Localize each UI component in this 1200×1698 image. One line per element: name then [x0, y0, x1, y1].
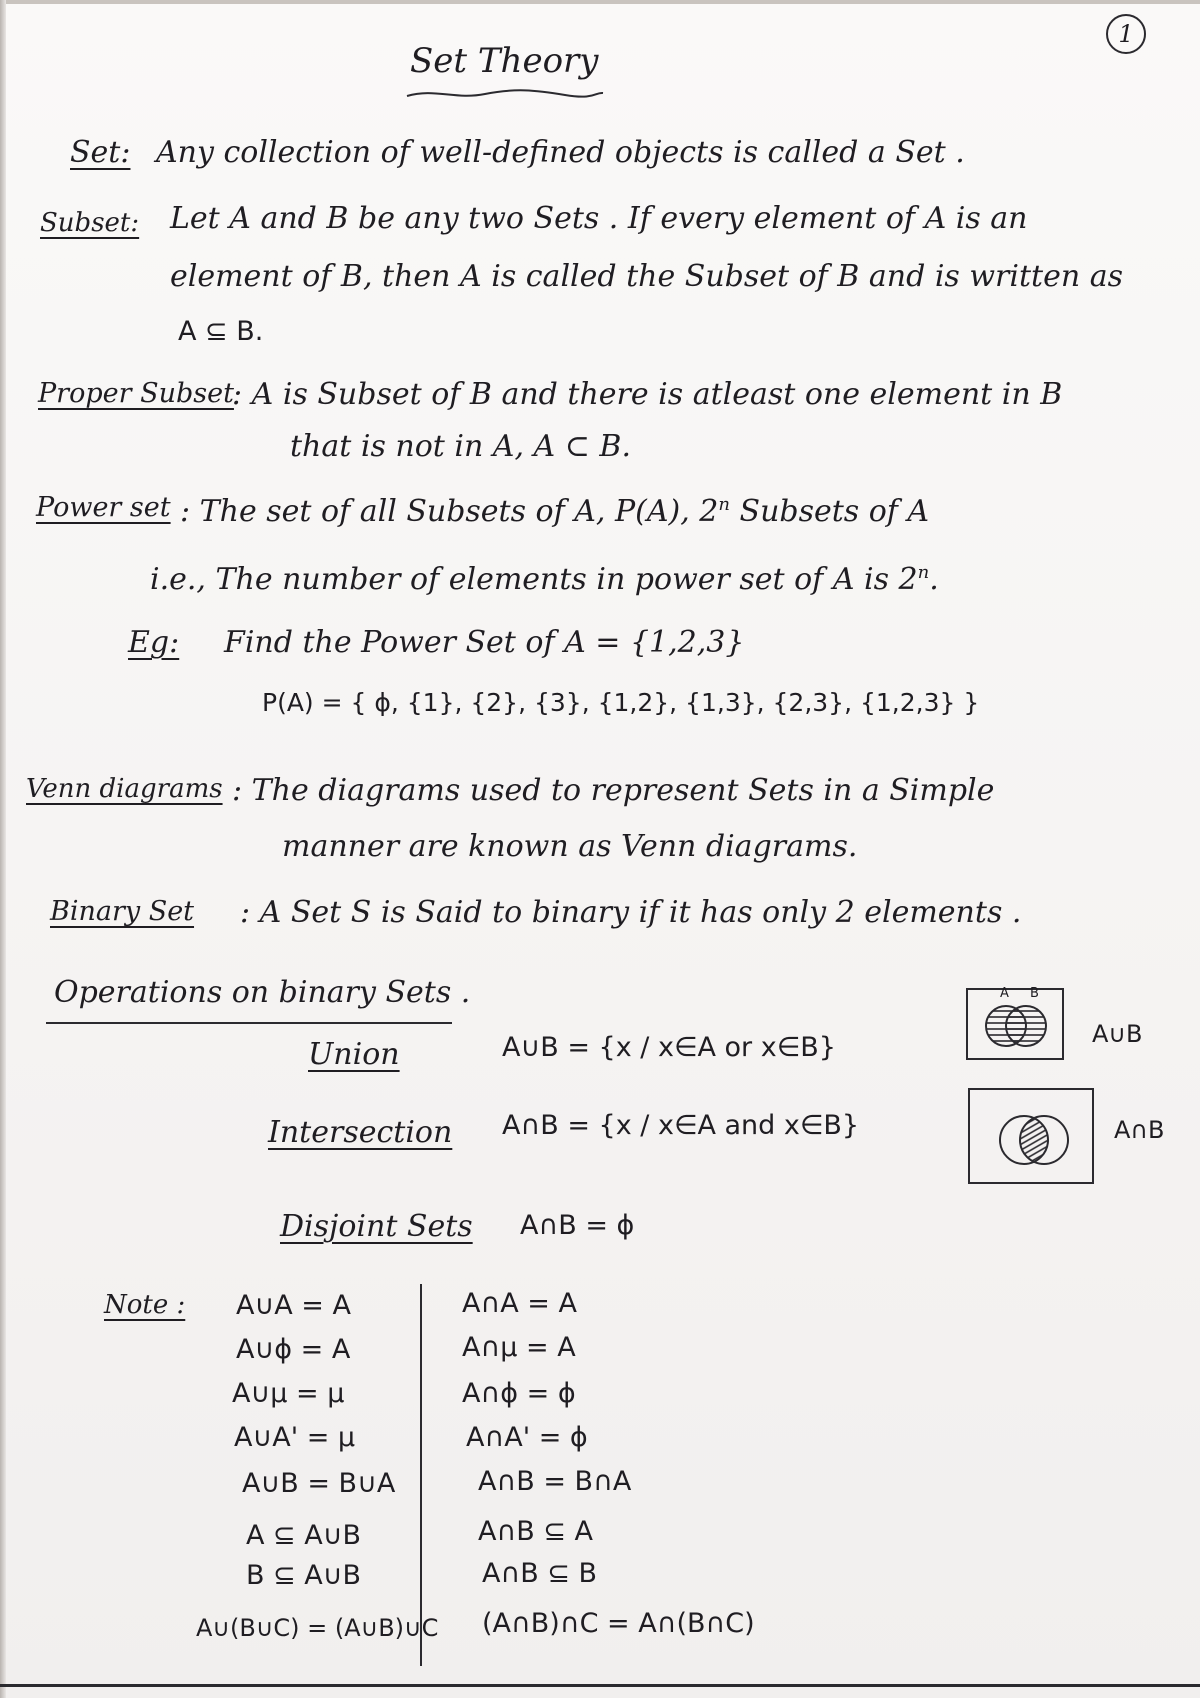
set-definition: Any collection of well-defined objects is called a Set .: [156, 135, 965, 170]
intersection-formula: A∩B = {x / x∈A and x∈B}: [502, 1110, 860, 1141]
note-right-6: A∩B ⊆ A: [478, 1516, 594, 1547]
subset-term: Subset:: [40, 208, 140, 238]
note-left-1: A∪A = A: [236, 1290, 351, 1321]
venn-line-2: manner are known as Venn diagrams.: [282, 829, 858, 864]
note-right-2: A∩μ = A: [462, 1332, 576, 1363]
note-left-6: A ⊆ A∪B: [246, 1520, 362, 1551]
proper-subset-line-2: that is not in A, A ⊂ B.: [290, 429, 632, 464]
note-left-5: A∪B = B∪A: [242, 1468, 396, 1499]
note-left-7: B ⊆ A∪B: [246, 1560, 362, 1591]
union-venn-icon: [968, 990, 1062, 1058]
power-set-line-2a: i.e., The number of elements in power set of A is 2: [150, 562, 918, 597]
power-set-line-1b: Subsets of A: [729, 494, 930, 529]
power-set-line-1-sup: n: [718, 494, 730, 515]
page-edge-top: [0, 0, 1200, 4]
union-formula: A∪B = {x / x∈A or x∈B}: [502, 1032, 836, 1063]
subset-line-1: Let A and B be any two Sets . If every element of A is an: [170, 201, 1028, 236]
power-set-line-2: [150, 564, 939, 595]
set-term: Set:: [70, 135, 131, 170]
power-set-line-1a: : The set of all Subsets of A, P(A), 2: [180, 494, 719, 529]
union-label: Union: [308, 1037, 400, 1072]
page-number-badge: [1106, 14, 1146, 54]
note-right-1: A∩A = A: [462, 1288, 577, 1319]
venn-term: Venn diagrams: [26, 774, 223, 804]
intersection-label: Intersection: [268, 1115, 453, 1150]
power-set-line-1: [180, 496, 929, 527]
page-number: 1: [1118, 20, 1134, 48]
power-set-line-2b: .: [929, 562, 939, 597]
intersection-venn-icon: [970, 1090, 1092, 1182]
page-title: Set Theory: [410, 41, 599, 81]
union-diagram-box: [966, 988, 1064, 1060]
operations-heading: Operations on binary Sets .: [54, 975, 471, 1010]
note-left-8: A∪(B∪C) = (A∪B)∪C: [196, 1614, 439, 1642]
proper-subset-term: Proper Subset: [38, 378, 234, 409]
intersection-diagram-caption: A∩B: [1114, 1116, 1165, 1144]
note-right-5: A∩B = B∩A: [478, 1466, 632, 1497]
note-right-3: A∩ϕ = ϕ: [462, 1378, 576, 1409]
page-edge-left: [0, 0, 6, 1698]
venn-line-1: : The diagrams used to represent Sets in a Simple: [232, 773, 995, 808]
note-label: Note :: [104, 1290, 186, 1320]
subset-line-3: A ⊆ B.: [178, 316, 264, 347]
proper-subset-line-1: : A is Subset of B and there is atleast one element in B: [232, 377, 1063, 412]
title-underline: [405, 86, 605, 102]
binary-set-definition: : A Set S is Said to binary if it has only 2 elements .: [240, 895, 1022, 930]
binary-set-term: Binary Set: [50, 896, 195, 927]
power-set-line-2-sup: n: [917, 562, 930, 583]
note-left-3: A∪μ = μ: [232, 1378, 345, 1409]
note-left-2: A∪ϕ = A: [236, 1334, 351, 1365]
example-line-1: Find the Power Set of A = {1,2,3}: [224, 625, 745, 660]
operations-heading-rule: [46, 1022, 452, 1024]
union-diagram-caption: A∪B: [1092, 1020, 1143, 1048]
note-right-7: A∩B ⊆ B: [482, 1558, 598, 1589]
example-label: Eg:: [128, 625, 180, 660]
subset-line-2: element of B, then A is called the Subset of B and is written as: [170, 259, 1123, 294]
power-set-term: Power set: [36, 492, 171, 523]
union-diagram-b: B: [1030, 986, 1039, 1001]
disjoint-label: Disjoint Sets: [280, 1209, 473, 1244]
page-bottom-edge: [0, 1684, 1200, 1687]
note-left-4: A∪A' = μ: [234, 1422, 356, 1453]
note-divider: [420, 1284, 422, 1666]
intersection-diagram-box: [968, 1088, 1094, 1184]
disjoint-formula: A∩B = ϕ: [520, 1210, 635, 1241]
note-right-8: (A∩B)∩C = A∩(B∩C): [482, 1608, 755, 1639]
union-diagram-a: A: [1000, 986, 1009, 1001]
note-right-4: A∩A' = ϕ: [466, 1422, 588, 1453]
example-line-2: P(A) = { ϕ, {1}, {2}, {3}, {1,2}, {1,3}, {2,3}, {1,2,3} }: [262, 688, 980, 717]
